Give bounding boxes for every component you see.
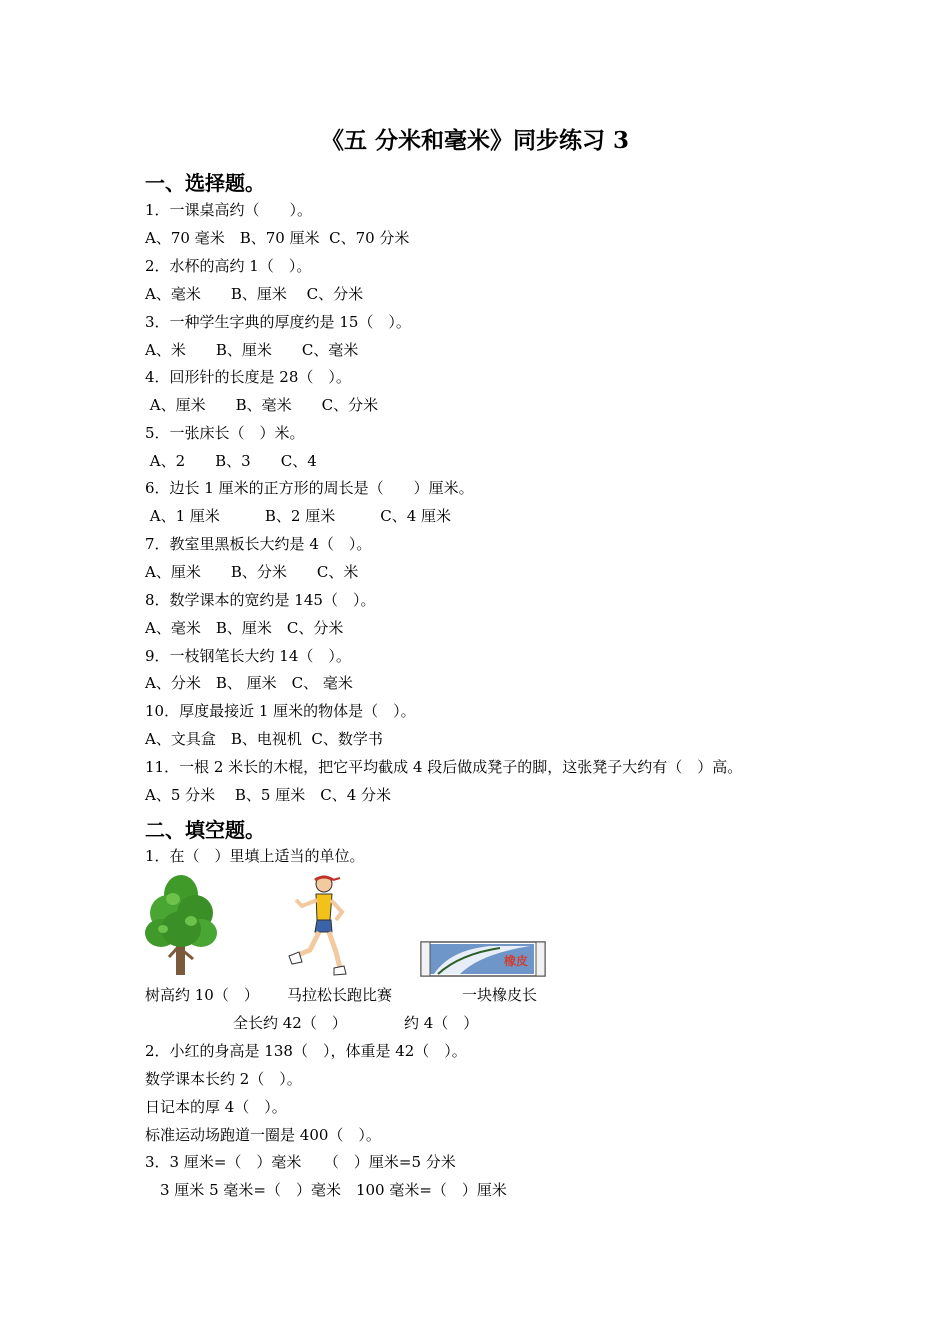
options-line: A、毫米 B、厘米 C、分米 [145, 285, 364, 303]
options-line: A、70 毫米 B、70 厘米 C、70 分米 [145, 229, 410, 247]
question-line: 7．教室里黑板长大约是 4（ ）。 [145, 535, 372, 553]
question-line: 1．一课桌高约（ ）。 [145, 201, 313, 219]
options-line: A、米 B、厘米 C、毫米 [145, 341, 359, 359]
section-heading-fill: 二、填空题。 [145, 818, 265, 842]
tree-caption: 树高约 10（ ） [145, 986, 259, 1004]
runner-caption-line2: 全长约 42（ ） [233, 1014, 347, 1032]
question-line: 3．一种学生字典的厚度约是 15（ ）。 [145, 313, 411, 331]
tree-illustration [143, 873, 219, 977]
eraser-caption-line1: 一块橡皮长 [462, 986, 538, 1004]
runner-illustration [284, 872, 354, 978]
options-line: A、文具盒 B、电视机 C、数学书 [145, 730, 383, 748]
question-line: 标准运动场跑道一圈是 400（ ）。 [145, 1126, 381, 1144]
eraser-illustration [420, 940, 546, 978]
options-line: A、5 分米 B、5 厘米 C、4 分米 [145, 786, 392, 804]
question-line: 9．一枝钢笔长大约 14（ ）。 [145, 647, 351, 665]
options-line: A、分米 B、 厘米 C、 毫米 [145, 674, 353, 692]
section-heading-choice: 一、选择题。 [145, 171, 265, 195]
question-line: 日记本的厚 4（ ）。 [145, 1098, 287, 1116]
question-line: 3．3 厘米=（ ）毫米 （ ）厘米=5 分米 [145, 1153, 456, 1171]
options-line: A、2 B、3 C、4 [145, 452, 317, 470]
question-line: 10．厚度最接近 1 厘米的物体是（ ）。 [145, 702, 416, 720]
question-line: 2．小红的身高是 138（ ），体重是 42（ ）。 [145, 1042, 467, 1060]
options-line: A、厘米 B、毫米 C、分米 [145, 396, 379, 414]
question-line: 6．边长 1 厘米的正方形的周长是（ ）厘米。 [145, 479, 474, 497]
options-line: A、厘米 B、分米 C、米 [145, 563, 359, 581]
eraser-label: 橡皮 [504, 954, 529, 968]
options-line: A、毫米 B、厘米 C、分米 [145, 619, 344, 637]
options-line: A、1 厘米 B、2 厘米 C、4 厘米 [145, 507, 452, 525]
question-line: 3 厘米 5 毫米=（ ）毫米 100 毫米=（ ）厘米 [145, 1181, 507, 1199]
question-line: 8．数学课本的宽约是 145（ ）。 [145, 591, 376, 609]
question-line: 5．一张床长（ ）米。 [145, 424, 305, 442]
runner-caption-line1: 马拉松长跑比赛 [287, 986, 393, 1004]
question-line: 2．水杯的高约 1（ ）。 [145, 257, 312, 275]
page-title: 《五 分米和毫米》同步练习 3 [320, 127, 630, 154]
question-line: 11．一根 2 米长的木棍，把它平均截成 4 段后做成凳子的脚，这张凳子大约有（ ）高。 [145, 758, 743, 776]
eraser-caption-line2: 约 4（ ） [404, 1014, 479, 1032]
question-line: 4．回形针的长度是 28（ ）。 [145, 368, 351, 386]
question-line: 1．在（ ）里填上适当的单位。 [145, 847, 365, 865]
question-line: 数学课本长约 2（ ）。 [145, 1070, 302, 1088]
